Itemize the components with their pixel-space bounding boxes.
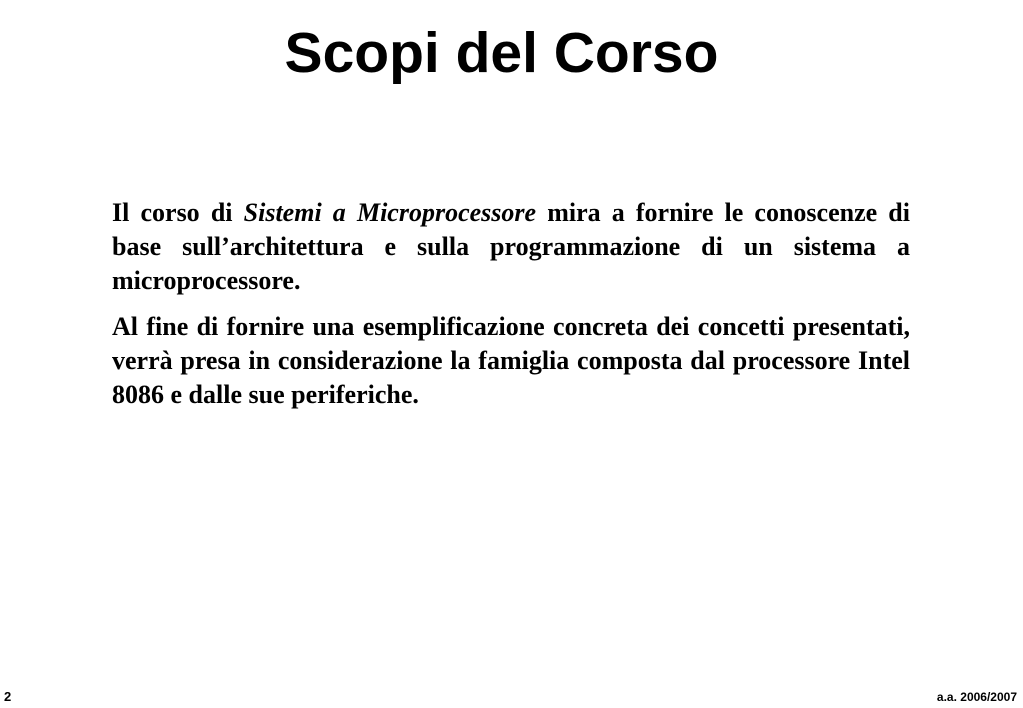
paragraph-example: Al fine di fornire una esemplificazione concreta dei concetti presentati, verrà presa in considerazione la famiglia composta dal processore Intel 8086 e dalle sue periferiche. — [112, 312, 910, 409]
course-name: Sistemi a Microprocessore — [243, 198, 537, 227]
paragraph-intro-after: mira a fornire le conoscenze di base sull’architettura e sulla programmazione di un sistema a microprocessore. — [112, 198, 910, 295]
page-number: 2 — [4, 689, 12, 704]
paragraph-intro — [112, 196, 910, 298]
academic-year: a.a. 2006/2007 — [936, 690, 1017, 704]
body-text — [112, 196, 910, 424]
paragraph-intro-before: Il corso di — [112, 198, 244, 227]
page-title: Scopi del Corso — [284, 21, 719, 85]
